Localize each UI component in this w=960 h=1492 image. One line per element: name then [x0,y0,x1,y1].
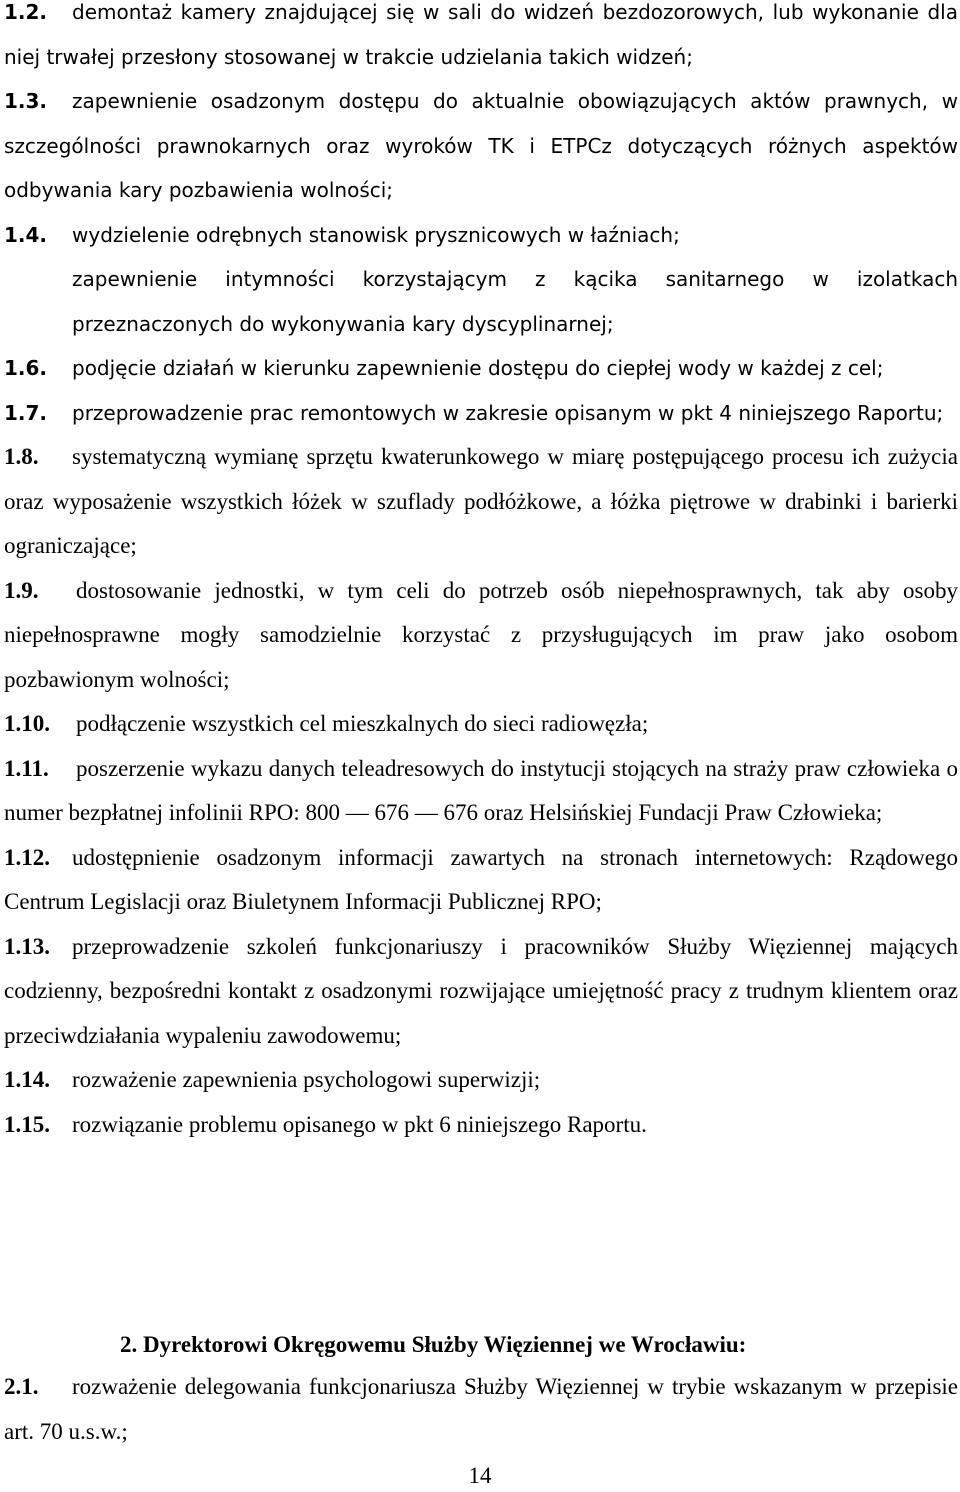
item-text: rozważenie zapewnienia psychologowi superwizji; [72,1067,541,1092]
item-number: 1.7. [4,400,48,425]
item-text: rozwiązanie problemu opisanego w pkt 6 niniejszego Raportu. [72,1111,647,1137]
item-number: 1.12. [4,844,50,870]
item-number: 1.2. [4,0,48,24]
list-item [4,702,958,747]
item-text: wydzielenie odrębnych stanowisk prysznicowych w łaźniach; [72,222,680,247]
item-text: zapewnienie osadzonym dostępu do aktualnie obowiązujących aktów prawnych, w szczególności prawnokarnych oraz wyroków TK i ETPCz dotyczących różnych aspektów odbywania kary pozbawienia wolności; [4,89,958,202]
item-number: 1.11. [4,755,49,781]
item-text: poszerzenie wykazu danych teleadresowych do instytucji stojących na straży praw człowieka o numer bezpłatnej infolinii RPO: 800 — 676 — 676 oraz Helsińskiej Fundacji Praw Człowieka; [4,755,958,825]
list-item [4,346,958,391]
item-number: 1.10. [4,711,50,736]
item-number [4,257,72,302]
item-text: przeprowadzenie szkoleń funkcjonariuszy i pracowników Służby Więziennej mających codzienny, bezpośredni kontakt z osadzonymi rozwijające umiejętność pracy z trudnym klientem oraz przeciwdziałania wypaleniu zawodowemu; [4,933,958,1048]
list-item [4,1058,958,1103]
item-text: przeprowadzenie prac remontowych w zakresie opisanym w pkt 4 niniejszego Raportu; [72,400,944,425]
section-heading: 2. Dyrektorowi Okręgowemu Służby Więziennej we Wrocławiu: [120,1332,747,1357]
item-text: rozważenie delegowania funkcjonariusza Służby Więziennej w trybie wskazanym w przepisie art. 70 u.s.w.; [4,1374,958,1444]
section-list [0,1365,958,1454]
list-item [4,391,958,436]
item-text: podjęcie działań w kierunku zapewnienie dostępu do ciepłej wody w każdej z cel; [72,356,884,380]
item-number: 1.13. [4,933,50,959]
list-item [4,836,958,925]
list-item [4,79,958,213]
list-item [4,1103,958,1148]
list-item [4,925,958,1059]
item-text: podłączenie wszystkich cel mieszkalnych do sieci radiowęzła; [76,711,649,736]
item-text: udostępnienie osadzonym informacji zawartych na stronach internetowych: Rządowego Centrum Legislacji oraz Biuletynem Informacji Publicznej RPO; [4,844,958,914]
item-number: 1.8. [4,444,39,469]
item-text: zapewnienie intymności korzystającym z kącika sanitarnego w izolatkach przeznaczonych do wykonywania kary dyscyplinarnej; [72,267,958,336]
list-item [4,257,958,346]
item-text: systematyczną wymianę sprzętu kwaterunkowego w miarę postępującego procesu ich zużycia oraz wyposażenie wszystkich łóżek w szuflady podłóżkowe, a łóżka piętrowe w drabinki i barierki ograniczające; [4,444,958,558]
item-number: 1.4. [4,222,48,247]
list-item [4,435,958,569]
list-item [4,1365,958,1454]
list-item [4,213,958,258]
item-number: 1.3. [4,89,48,113]
page-number: 14 [468,1463,492,1488]
item-number: 1.6. [4,356,48,380]
item-text: demontaż kamery znajdującej się w sali do widzeń bezdozorowych, lub wykonanie dla niej trwałej przesłony stosowanej w trakcie udzielania takich widzeń; [4,0,958,69]
item-number: 2.1. [4,1374,39,1399]
item-number: 1.14. [4,1067,50,1092]
item-number: 1.15. [4,1111,50,1137]
list-item [4,0,958,79]
item-number: 1.9. [4,577,39,603]
list-item [4,747,958,836]
list-item [4,569,958,703]
item-text: dostosowanie jednostki, w tym celi do potrzeb osób niepełnosprawnych, tak aby osoby niepełnosprawne mogły samodzielnie korzystać z przysługujących im praw jako osobom pozbawionym wolności; [4,577,958,692]
